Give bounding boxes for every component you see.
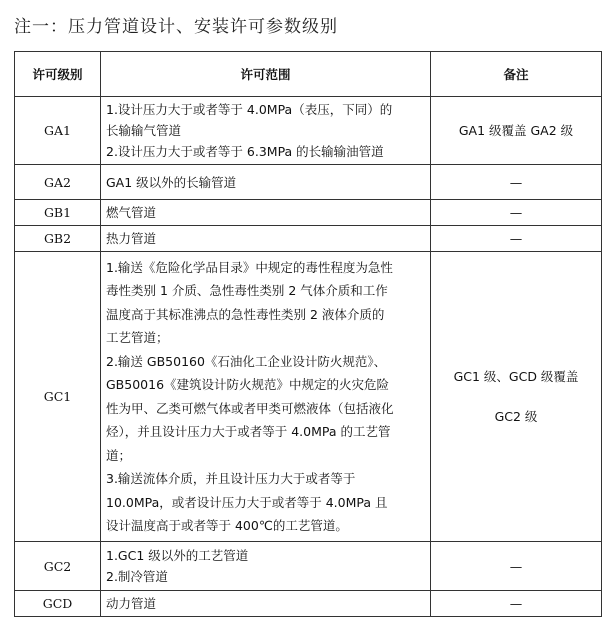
range-line: GA1 级以外的长输管道 [106,174,237,190]
note-cell: — [431,165,602,200]
note-cell: — [431,542,602,591]
note-line: GC1 级、GCD 级覆盖 [453,368,579,384]
table-row [15,226,602,252]
note-cell: GA1 级覆盖 GA2 级 [431,97,602,165]
header-level: 许可级别 [15,52,101,97]
range-line: 1.输送《危险化学品目录》中规定的毒性程度为急性 [106,259,393,275]
range-line: 设计温度高于或者等于 400℃的工艺管道。 [106,518,348,533]
page-title: 注一：压力管道设计、安装许可参数级别 [14,17,338,37]
range-cell [101,252,431,542]
range-line: 3.输送流体介质，并且设计压力大于或者等于 [106,471,356,486]
header-range: 许可范围 [101,52,431,97]
level-cell: GC2 [15,542,101,591]
range-cell [101,542,431,591]
note-cell: — [431,226,602,252]
range-line: 毒性类别 1 介质、急性毒性类别 2 气体介质和工作 [106,283,388,298]
range-line: 2.输送 GB50160《石油化工企业设计防火规范》、 [106,353,387,369]
range-cell [101,591,431,617]
range-line: 2.设计压力大于或者等于 6.3MPa 的长输输油管道 [106,144,384,159]
range-line: 2.制冷管道 [106,569,168,584]
range-line: 动力管道 [106,596,157,611]
range-cell [101,226,431,252]
range-line: 1.GC1 级以外的工艺管道 [106,548,249,563]
note-cell: — [431,591,602,617]
range-cell [101,97,431,165]
note-line: GC2 级 [494,408,538,424]
level-cell: GC1 [15,252,101,542]
level-cell: GA2 [15,165,101,200]
range-line: GB50016《建筑设计防火规范》中规定的火灾危险 [106,377,390,392]
range-line: 燃气管道 [106,205,157,220]
range-line: 10.0MPa，或者设计压力大于或者等于 4.0MPa 且 [106,494,388,510]
license-table [14,51,602,617]
level-cell: GB1 [15,200,101,226]
table-header-row [15,52,602,97]
range-line: 温度高于其标准沸点的急性毒性类别 2 液体介质的 [106,306,385,322]
range-cell [101,200,431,226]
note-cell [431,252,602,542]
table-row [15,165,602,200]
table-row [15,252,602,542]
range-line: 性为甲、乙类可燃气体或者甲类可燃液体（包括液化 [106,400,394,416]
header-note: 备注 [431,52,602,97]
level-cell: GB2 [15,226,101,252]
range-line: 1.设计压力大于或者等于 4.0MPa（表压，下同）的 [106,102,393,117]
level-cell: GCD [15,591,101,617]
range-line: 工艺管道； [106,330,169,345]
range-line: 烃），并且设计压力大于或者等于 4.0MPa 的工艺管 [106,424,391,439]
range-line: 热力管道 [106,231,157,246]
range-cell [101,165,431,200]
note-cell: — [431,200,602,226]
table-row [15,591,602,617]
range-line: 长输输气管道 [106,123,182,138]
range-line: 道； [106,447,132,463]
table-row [15,200,602,226]
table-row [15,97,602,165]
table-row [15,542,602,591]
level-cell: GA1 [15,97,101,165]
